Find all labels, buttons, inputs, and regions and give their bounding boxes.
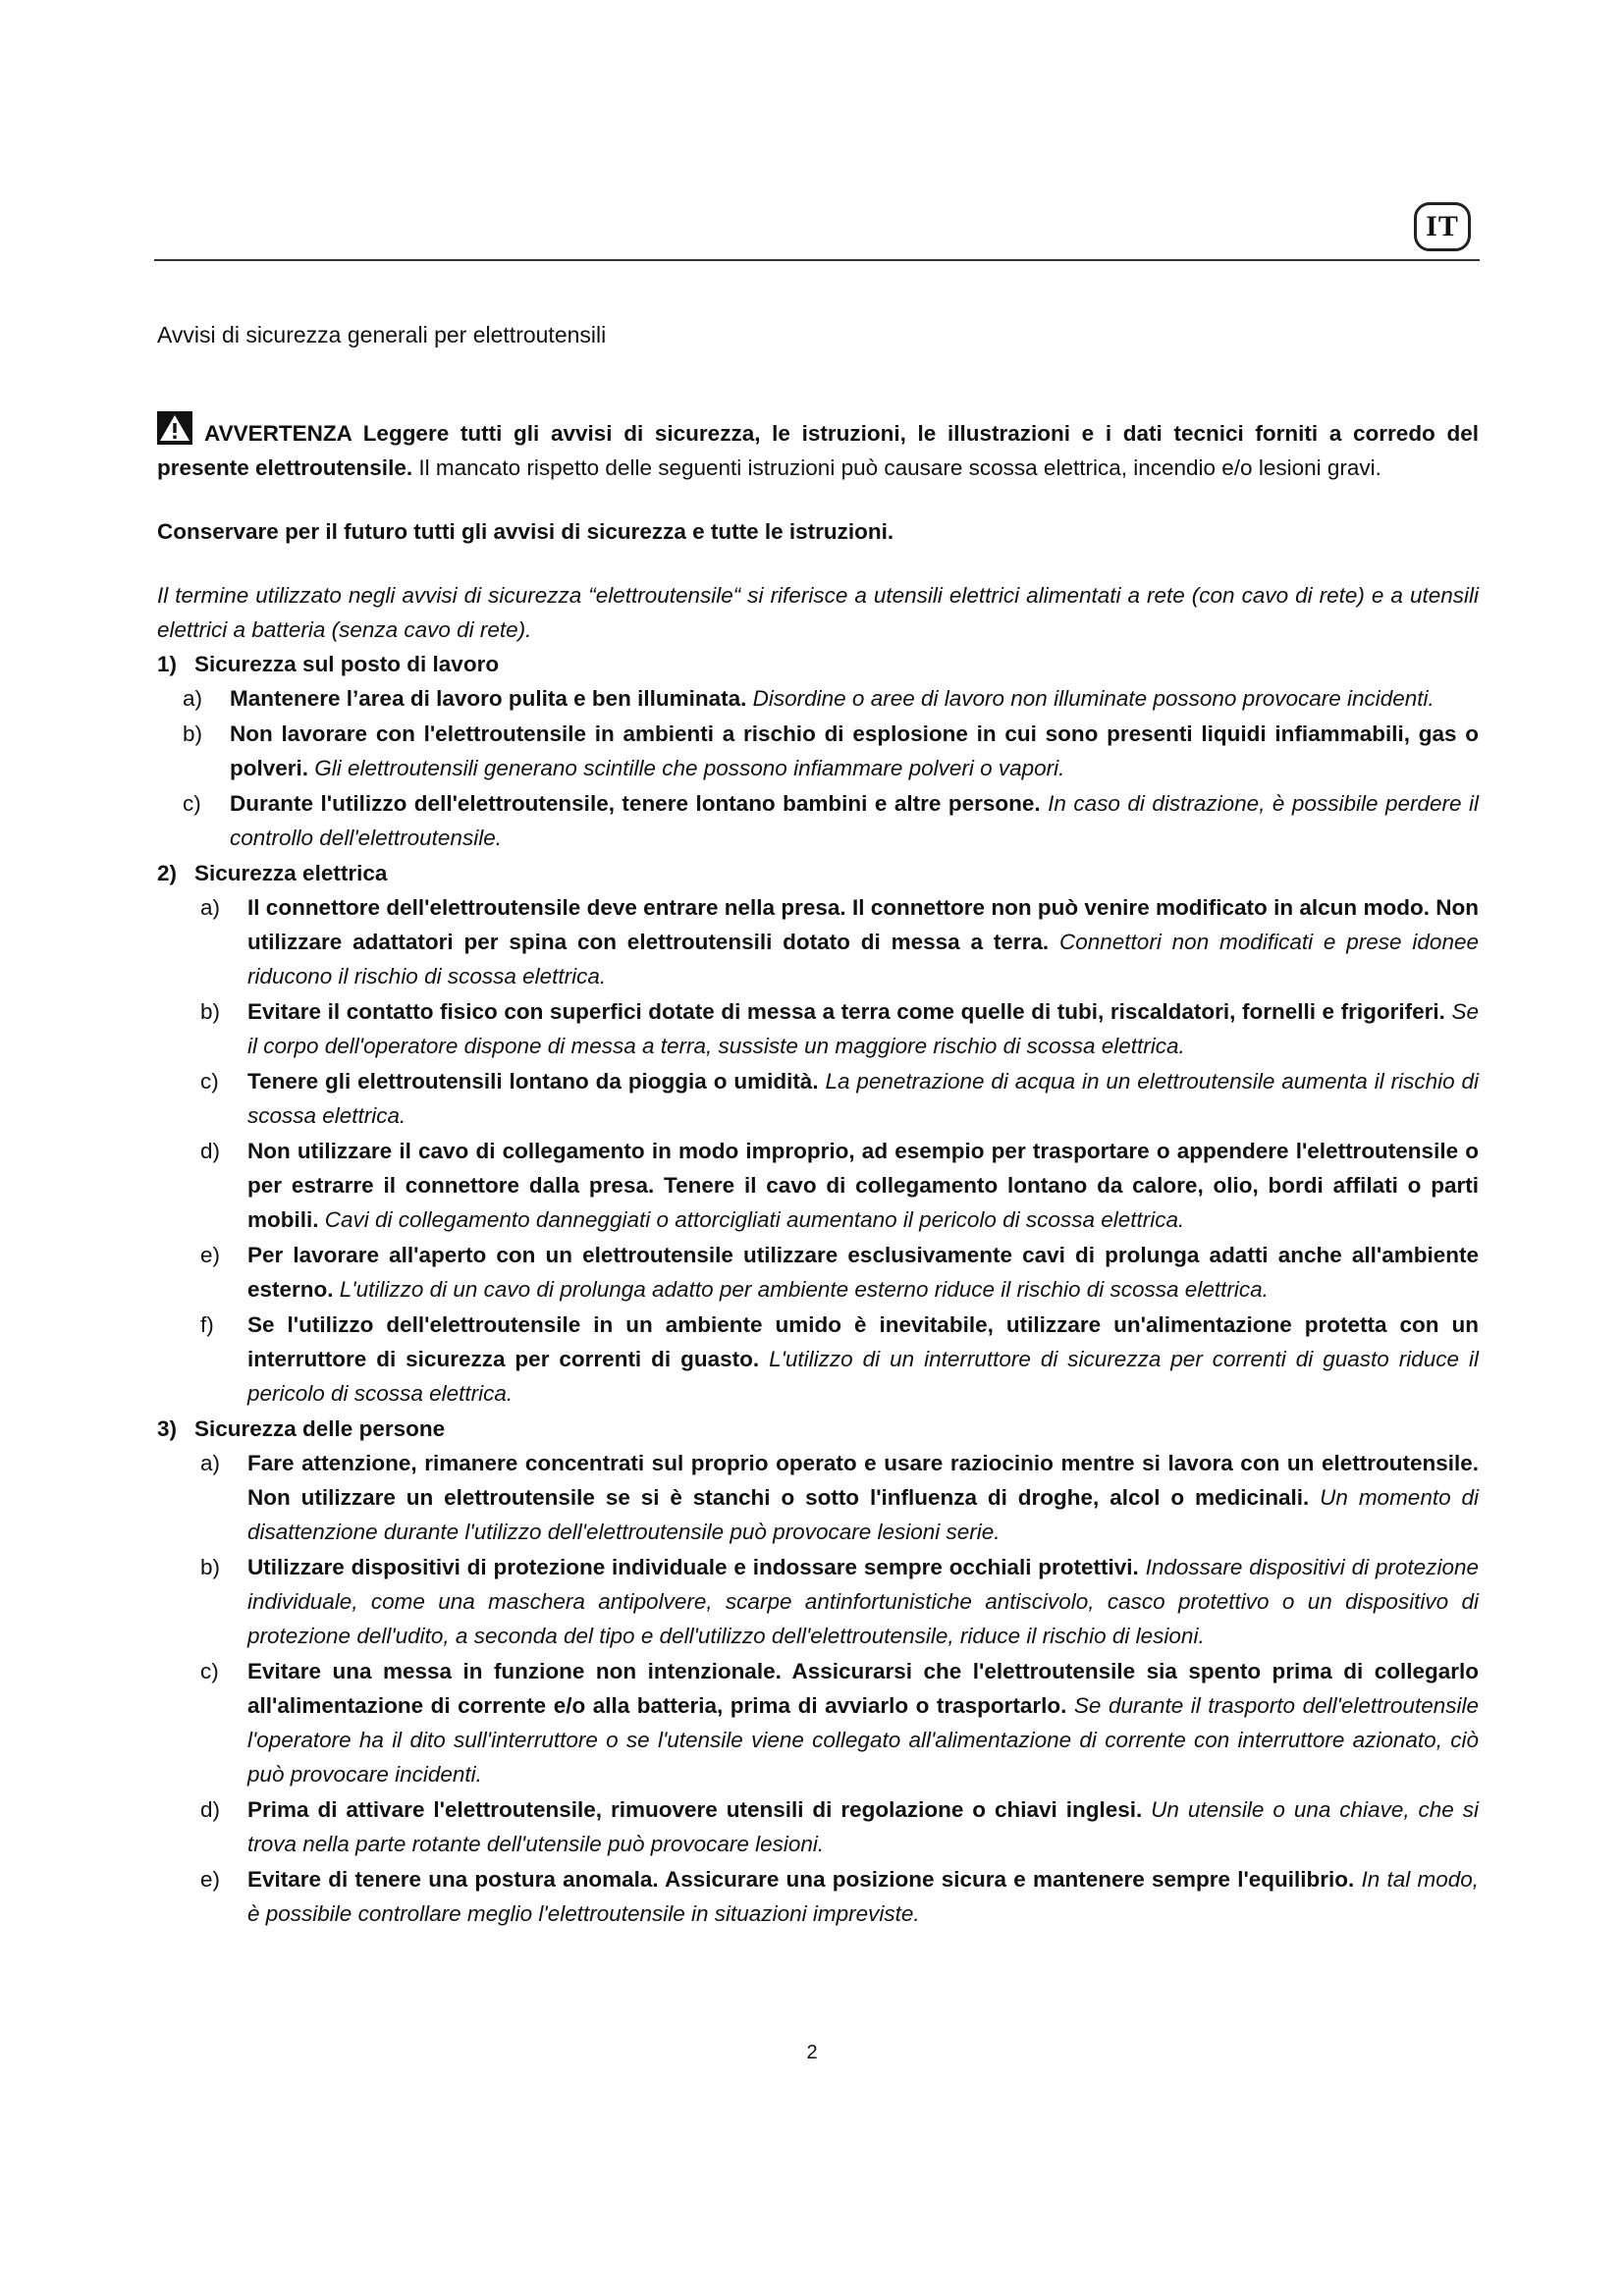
item-bold-text: Evitare il contatto fisico con superfici dotate di messa a terra come quelle di tubi, riscaldatori, fornelli e frigoriferi. <box>247 999 1445 1024</box>
item-letter: a) <box>200 1451 221 1475</box>
item-letter: b) <box>183 721 203 746</box>
list-item <box>157 1550 1479 1653</box>
header-rule <box>154 259 1480 261</box>
item-bold-text: Evitare una messa in funzione non intenzionale. Assicurarsi che l'elettroutensile sia spento prima di collegarlo all'alimentazione di corrente e/o alla batteria, prima di avviarlo o trasportarlo. <box>247 1659 1479 1718</box>
item-letter: c) <box>200 1069 219 1094</box>
item-letter: f) <box>200 1312 214 1337</box>
warning-paragraph <box>157 411 1479 485</box>
item-italic-text: In tal modo, è possibile controllare meglio l'elettroutensile in situazioni impreviste. <box>247 1867 1479 1926</box>
item-letter: b) <box>200 999 221 1024</box>
page-title: Avvisi di sicurezza generali per elettroutensili <box>157 322 607 347</box>
item-bold-text: Utilizzare dispositivi di protezione individuale e indossare sempre occhiali protettivi. <box>247 1555 1139 1579</box>
list-item <box>157 1308 1479 1411</box>
item-bold-text: Per lavorare all'aperto con un elettroutensile utilizzare esclusivamente cavi di prolunga adatti anche all'ambiente esterno. <box>247 1243 1479 1302</box>
conserve-notice: Conservare per il futuro tutti gli avvisi di sicurezza e tutte le istruzioni. <box>157 519 894 544</box>
section-item-list <box>157 890 1479 1411</box>
item-bold-text: Non lavorare con l'elettroutensile in ambienti a rischio di esplosione in cui sono presenti liquidi infiammabili, gas o polveri. <box>230 721 1479 780</box>
item-italic-text: L'utilizzo di un cavo di prolunga adatto per ambiente esterno riduce il rischio di scossa elettrica. <box>333 1277 1269 1302</box>
list-item <box>157 1064 1479 1133</box>
list-item <box>157 1134 1479 1237</box>
item-italic-text: Cavi di collegamento danneggiati o attorcigliati aumentano il pericolo di scossa elettrica. <box>318 1207 1185 1232</box>
list-item <box>157 1862 1479 1931</box>
section-heading-text: Sicurezza elettrica <box>194 861 388 885</box>
item-letter: a) <box>200 895 221 920</box>
list-item <box>157 1446 1479 1549</box>
item-italic-text: Gli elettroutensili generano scintille che possono infiammare polveri o vapori. <box>308 756 1065 780</box>
item-italic-text: La penetrazione di acqua in un elettroutensile aumenta il rischio di scossa elettrica. <box>247 1069 1479 1128</box>
safety-section <box>157 647 1479 855</box>
safety-section <box>157 856 1479 1411</box>
warning-text: Il mancato rispetto delle seguenti istruzioni può causare scossa elettrica, incendio e/o lesioni gravi. <box>412 455 1381 480</box>
section-item-list <box>157 681 1479 855</box>
item-bold-text: Il connettore dell'elettroutensile deve entrare nella presa. Il connettore non può venire modificato in alcun modo. Non utilizzare adattatori per spina con elettroutensili dotato di messa a terra. <box>247 895 1479 954</box>
item-letter: d) <box>200 1797 221 1822</box>
warning-triangle-icon <box>157 411 192 445</box>
item-bold-text: Fare attenzione, rimanere concentrati sul proprio operato e usare raziocinio mentre si lavora con un elettroutensile. Non utilizzare un elettroutensile se si è stanchi o sotto l'influenza di droghe, alcol o medicinali. <box>247 1451 1479 1510</box>
item-bold-text: Prima di attivare l'elettroutensile, rimuovere utensili di regolazione o chiavi inglesi. <box>247 1797 1143 1822</box>
section-number: 3) <box>157 1416 178 1441</box>
list-item <box>157 1792 1479 1861</box>
page-content <box>157 318 1479 1932</box>
list-item <box>157 1654 1479 1791</box>
section-number: 1) <box>157 652 178 676</box>
section-heading <box>157 1412 1479 1446</box>
list-item <box>157 1238 1479 1307</box>
item-bold-text: Se l'utilizzo dell'elettroutensile in un ambiente umido è inevitabile, utilizzare un'alimentazione protetta con un interruttore di sicurezza per correnti di guasto. <box>247 1312 1479 1371</box>
item-letter: e) <box>200 1867 221 1892</box>
item-bold-text: Tenere gli elettroutensili lontano da pioggia o umidità. <box>247 1069 819 1094</box>
item-letter: b) <box>200 1555 221 1579</box>
list-item <box>157 717 1479 785</box>
intro-paragraph: Il termine utilizzato negli avvisi di sicurezza “elettroutensile“ si riferisce a utensili elettrici alimentati a rete (con cavo di rete) e a utensili elettrici a batteria (senza cavo di rete). <box>157 583 1479 642</box>
section-heading-text: Sicurezza delle persone <box>194 1416 446 1441</box>
section-heading <box>157 856 1479 890</box>
item-bold-text: Mantenere l’area di lavoro pulita e ben illuminata. <box>230 686 747 711</box>
item-italic-text: Connettori non modificati e prese idonee riducono il rischio di scossa elettrica. <box>247 930 1479 988</box>
item-italic-text: Un utensile o una chiave, che si trova nella parte rotante dell'utensile può provocare lesioni. <box>247 1797 1479 1856</box>
item-letter: e) <box>200 1243 221 1267</box>
item-letter: c) <box>200 1659 219 1683</box>
item-italic-text: Un momento di disattenzione durante l'utilizzo dell'elettroutensile può provocare lesioni serie. <box>247 1485 1480 1544</box>
list-item <box>157 890 1479 993</box>
item-bold-text: Durante l'utilizzo dell'elettroutensile, tenere lontano bambini e altre persone. <box>230 791 1041 816</box>
list-item <box>157 994 1479 1063</box>
warning-bold-text: AVVERTENZA Leggere tutti gli avvisi di sicurezza, le istruzioni, le illustrazioni e i dati tecnici forniti a corredo del presente elettroutensile. <box>157 421 1479 480</box>
section-heading-text: Sicurezza sul posto di lavoro <box>194 652 500 676</box>
safety-section <box>157 1412 1479 1931</box>
item-letter: c) <box>183 791 201 816</box>
item-letter: d) <box>200 1139 221 1163</box>
page-number: 2 <box>806 2042 818 2063</box>
item-letter: a) <box>183 686 203 711</box>
section-number: 2) <box>157 861 178 885</box>
language-badge: IT <box>1414 202 1471 251</box>
item-italic-text: L'utilizzo di un interruttore di sicurezza per correnti di guasto riduce il pericolo di scossa elettrica. <box>247 1347 1479 1406</box>
section-heading <box>157 647 1479 681</box>
item-italic-text: Indossare dispositivi di protezione individuale, come una maschera antipolvere, scarpe antinfortunistiche antiscivolo, casco protettivo o un dispositivo di protezione dell'udito, a seconda del tipo e dell'utilizzo dell'elettroutensile, riduce il rischio di lesioni. <box>247 1555 1479 1648</box>
item-italic-text: In caso di distrazione, è possibile perdere il controllo dell'elettroutensile. <box>230 791 1479 850</box>
item-bold-text: Non utilizzare il cavo di collegamento in modo improprio, ad esempio per trasportare o appendere l'elettroutensile o per estrarre il connettore dalla presa. Tenere il cavo di collegamento lontano da calore, olio, bordi affilati o parti mobili. <box>247 1139 1479 1232</box>
item-italic-text: Se durante il trasporto dell'elettroutensile l'operatore ha il dito sull'interruttore o se l'utensile viene collegato all'alimentazione di corrente con interruttore azionato, ciò può provocare incidenti. <box>247 1693 1479 1787</box>
item-italic-text: Se il corpo dell'operatore dispone di messa a terra, sussiste un maggiore rischio di scossa elettrica. <box>247 999 1479 1058</box>
list-item <box>157 681 1479 716</box>
section-item-list <box>157 1446 1479 1931</box>
list-item <box>157 786 1479 855</box>
safety-sections <box>157 647 1479 1931</box>
item-bold-text: Evitare di tenere una postura anomala. Assicurare una posizione sicura e mantenere sempre l'equilibrio. <box>247 1867 1355 1892</box>
item-italic-text: Disordine o aree di lavoro non illuminate possono provocare incidenti. <box>746 686 1435 711</box>
